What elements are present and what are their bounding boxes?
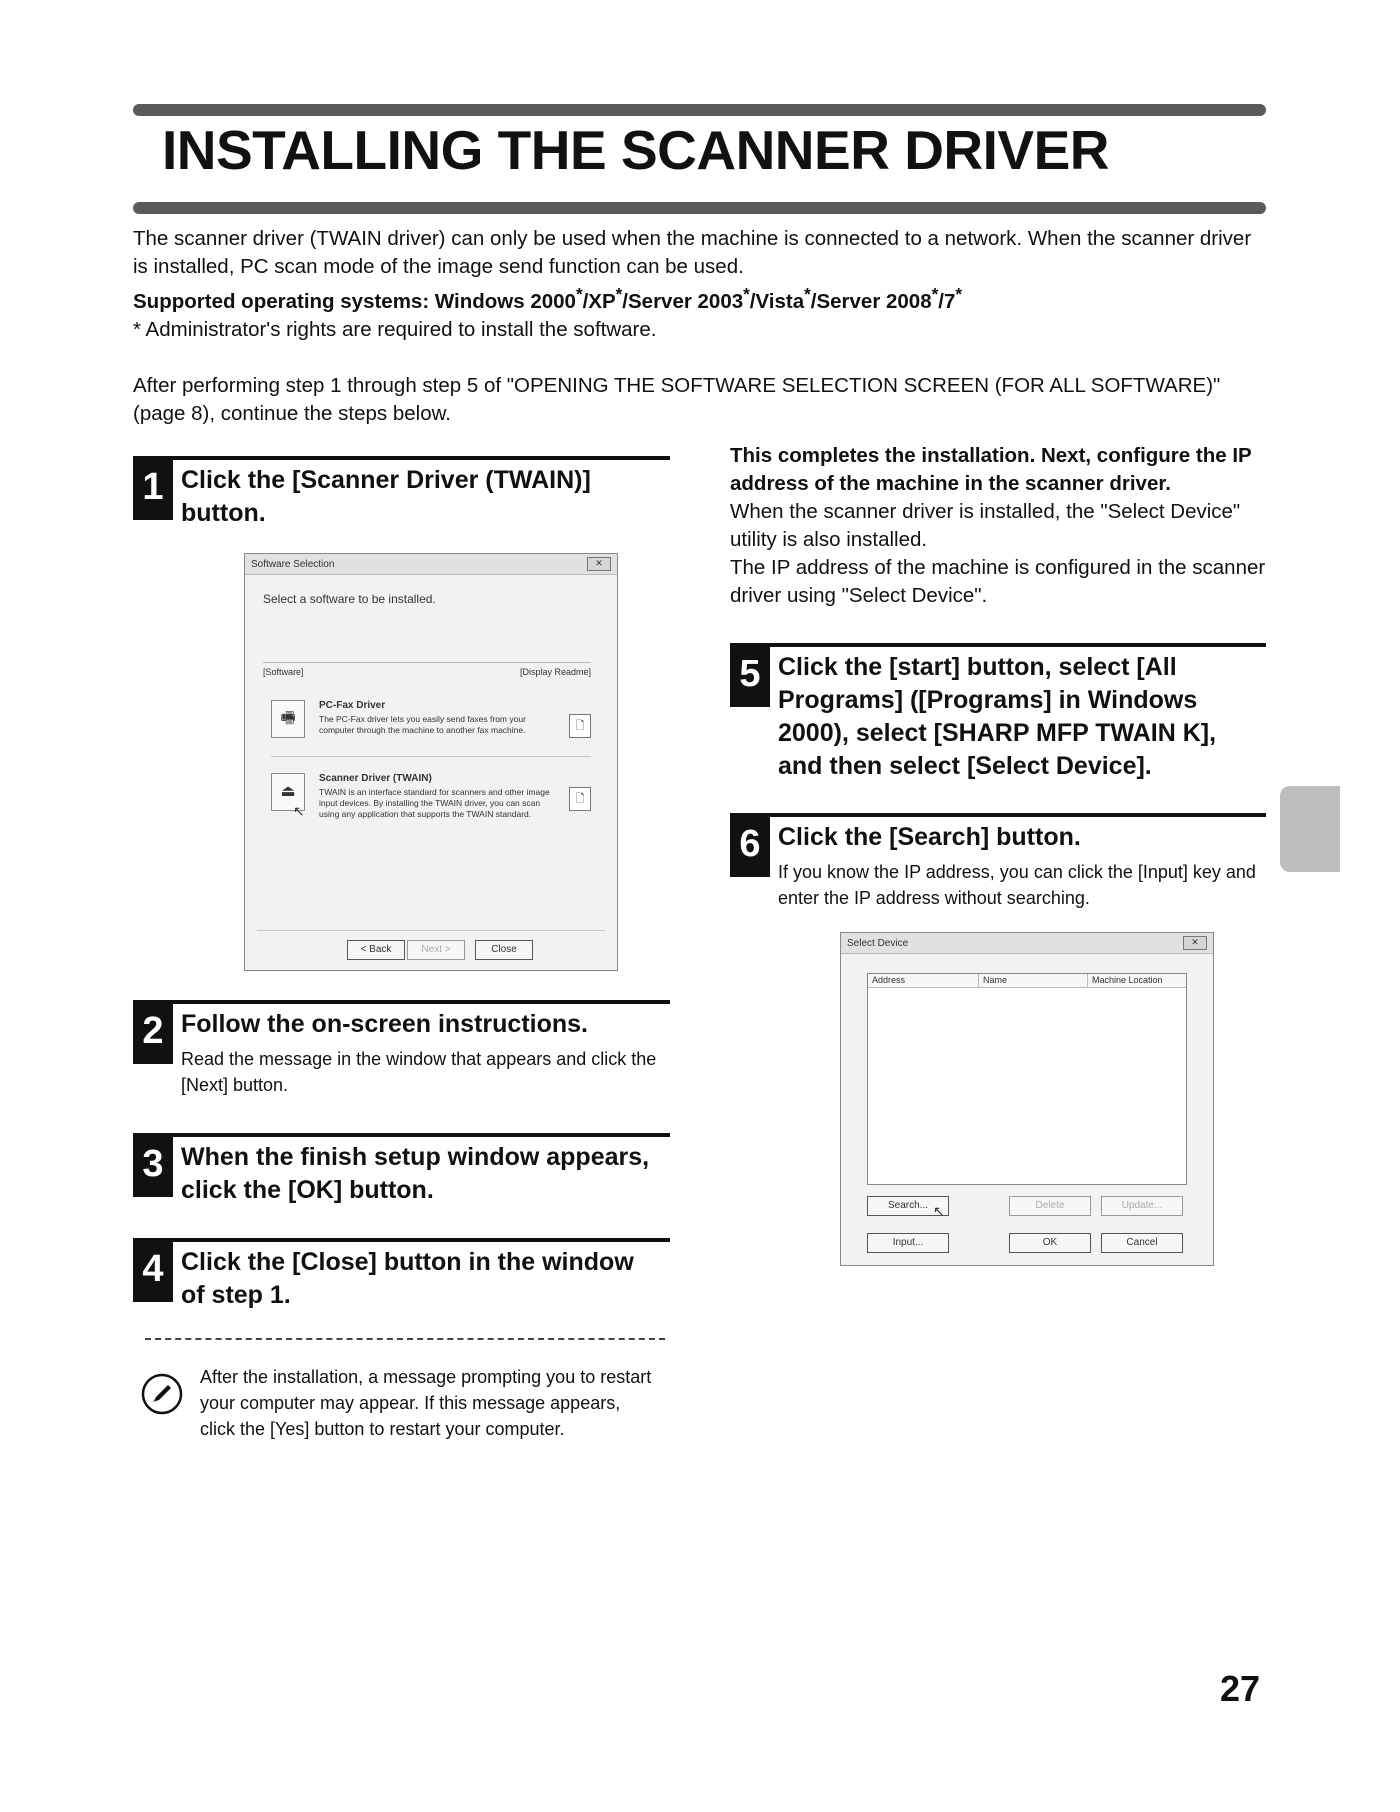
scanner-icon: ⏏ (271, 773, 305, 811)
footer-divider (257, 930, 605, 931)
list-header-line (263, 662, 591, 663)
list-item-scanner-driver[interactable] (271, 773, 591, 817)
fax-icon: 🖷 (271, 700, 305, 738)
step-number: 2 (133, 1004, 173, 1064)
step-rule (730, 813, 1266, 817)
readme-icon[interactable]: 🗋 (569, 714, 591, 738)
cursor-icon: ↖ (933, 1203, 945, 1219)
column-address[interactable]: Address (868, 974, 979, 987)
step-rule (133, 456, 670, 460)
step-body: Read the message in the window that appears and click the [Next] button. (181, 1049, 657, 1095)
os-star: * (955, 285, 963, 304)
pencil-icon (141, 1373, 183, 1415)
column-name[interactable]: Name (979, 974, 1088, 987)
software-selection-window (244, 553, 618, 971)
delete-button[interactable]: Delete (1009, 1196, 1091, 1216)
search-button[interactable]: Search... (867, 1196, 949, 1216)
display-readme-link[interactable]: [Display Readme] (519, 667, 591, 677)
step-heading: Click the [Scanner Driver (TWAIN)] button. (181, 466, 591, 527)
ok-button[interactable]: OK (1009, 1233, 1091, 1253)
step-2 (133, 1000, 670, 1100)
window-titlebar (841, 933, 1213, 954)
title-bottom-rule (133, 202, 1266, 214)
supported-os-prefix: Supported operating systems: Windows 2000 (133, 289, 576, 313)
supported-os (133, 281, 1263, 316)
os-server2003: /Server 2003 (622, 289, 744, 313)
close-button[interactable]: Close (475, 940, 533, 960)
completion-p2: The IP address of the machine is configured in the scanner driver using "Select Device". (730, 556, 1266, 607)
title-top-rule (133, 104, 1266, 116)
admin-note: * Administrator's rights are required to install the software. (133, 317, 657, 341)
item-name: PC-Fax Driver (319, 700, 386, 711)
completion-section (730, 442, 1270, 610)
close-icon[interactable]: ✕ (1183, 936, 1207, 950)
list-item-pc-fax[interactable] (271, 700, 591, 740)
intro-paragraph: The scanner driver (TWAIN driver) can only be used when the machine is connected to a network. When the scanner driver is installed, PC scan mode of the image send function can be used. (133, 227, 1252, 278)
input-button[interactable]: Input... (867, 1233, 949, 1253)
os-star: * (931, 285, 939, 304)
list-header (868, 974, 1186, 988)
readme-icon[interactable]: 🗋 (569, 787, 591, 811)
back-button[interactable]: < Back (347, 940, 405, 960)
step-number: 5 (730, 647, 770, 707)
step-rule (133, 1000, 670, 1004)
step-body: If you know the IP address, you can click the [Input] key and enter the IP address without searching. (778, 862, 1256, 908)
step-rule (133, 1133, 670, 1137)
step-rule (730, 643, 1266, 647)
os-server2008: /Server 2008 (810, 289, 932, 313)
os-star: * (575, 285, 583, 304)
step-number: 1 (133, 460, 173, 520)
column-software: [Software] (263, 667, 304, 677)
page-number: 27 (1219, 1668, 1260, 1709)
step-heading: Click the [Close] button in the window of step 1. (181, 1248, 634, 1309)
os-7: /7 (938, 289, 956, 313)
device-list[interactable] (867, 973, 1187, 1185)
select-device-window (840, 932, 1214, 1266)
note-text: After the installation, a message prompting you to restart your computer may appear. If this message appears, click the [Yes] button to restart your computer. (200, 1367, 652, 1439)
step-6 (730, 813, 1266, 923)
completion-p1: When the scanner driver is installed, the "Select Device" utility is also installed. (730, 500, 1241, 551)
page-title: INSTALLING THE SCANNER DRIVER (162, 119, 1110, 181)
os-vista: /Vista (749, 289, 805, 313)
item-divider (271, 756, 591, 757)
item-desc: The PC-Fax driver lets you easily send faxes from your computer through the machine to another fax machine. (319, 714, 526, 735)
step-number: 3 (133, 1137, 173, 1197)
section-thumb-tab (1280, 786, 1340, 872)
window-prompt: Select a software to be installed. (263, 592, 436, 606)
update-button[interactable]: Update... (1101, 1196, 1183, 1216)
close-icon[interactable]: ✕ (587, 557, 611, 571)
step-heading: Click the [Search] button. (778, 823, 1081, 851)
cancel-button[interactable]: Cancel (1101, 1233, 1183, 1253)
cursor-icon: ↖ (293, 803, 305, 819)
item-desc: TWAIN is an interface standard for scanners and other image input devices. By installing the TWAIN driver, you can scan using any application that supports the TWAIN standard. (319, 787, 550, 819)
step-heading: When the finish setup window appears, click the [OK] button. (181, 1143, 650, 1204)
completion-bold: This completes the installation. Next, configure the IP address of the machine in the scanner driver. (730, 444, 1252, 495)
item-name: Scanner Driver (TWAIN) (319, 773, 432, 784)
os-star: * (804, 285, 811, 304)
step-number: 6 (730, 817, 770, 877)
column-machine-location[interactable]: Machine Location (1092, 975, 1163, 985)
step-5 (730, 643, 1266, 783)
intro-instructions: After performing step 1 through step 5 of "OPENING THE SOFTWARE SELECTION SCREEN (FOR ALL SOFTWARE)" (page 8), continue the steps below. (133, 373, 1221, 425)
step-1 (133, 456, 670, 526)
intro-section (133, 225, 1263, 428)
step-rule (133, 1238, 670, 1242)
os-star: * (615, 285, 623, 304)
note-separator (145, 1338, 665, 1340)
step-3 (133, 1133, 670, 1213)
os-star: * (743, 285, 750, 304)
step-4 (133, 1238, 670, 1318)
step-heading: Follow the on-screen instructions. (181, 1010, 588, 1038)
step-number: 4 (133, 1242, 173, 1302)
window-title: Software Selection (251, 558, 335, 570)
window-titlebar (245, 554, 617, 575)
window-title: Select Device (847, 937, 909, 949)
next-button[interactable]: Next > (407, 940, 465, 960)
step-heading: Click the [start] button, select [All Programs] ([Programs] in Windows 2000), select [SHARP MFP TWAIN K], and then select [Select Device]. (778, 653, 1217, 780)
os-xp: /XP (582, 289, 616, 313)
